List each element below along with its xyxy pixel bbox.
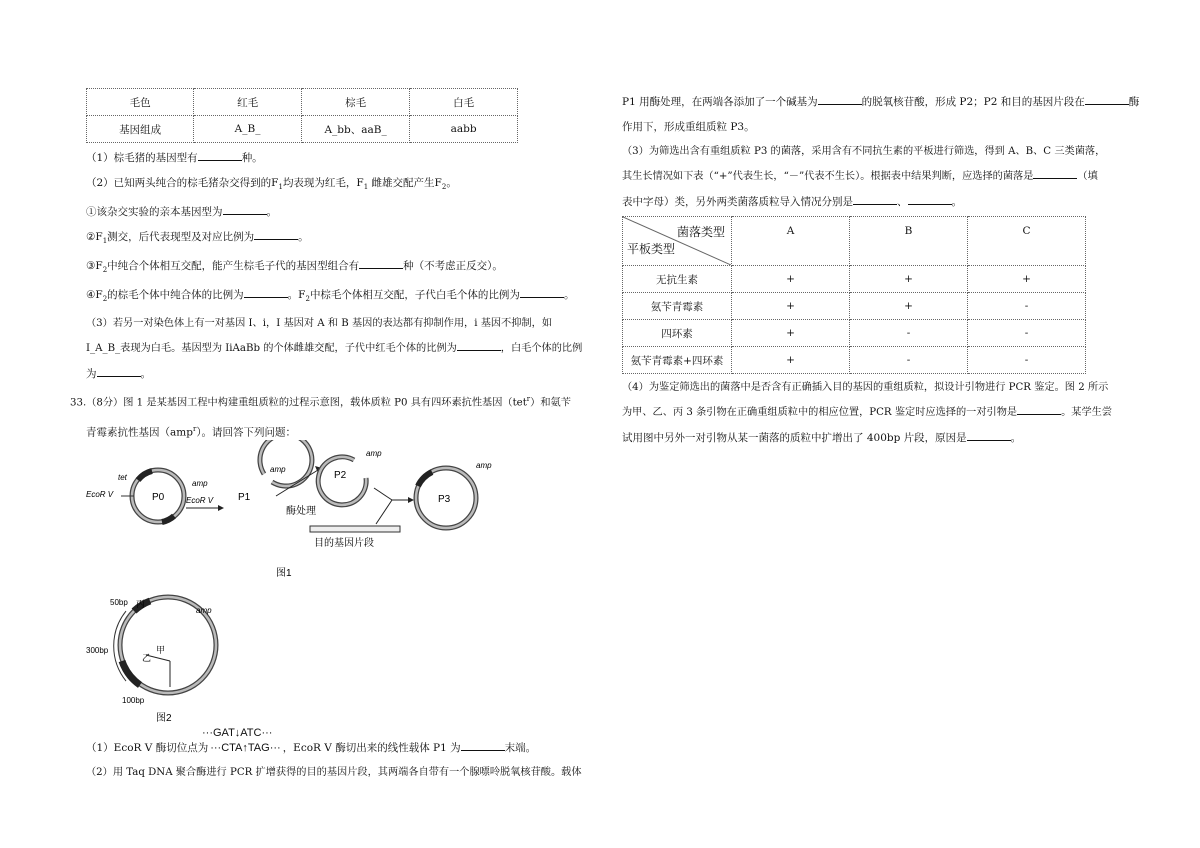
answer-blank[interactable] [1017,405,1061,415]
label-p3: P3 [438,494,451,506]
ecorv-site: ···GAT↓ATC··· [202,727,273,740]
sub-question-2: $②F_1$测交，后代表现型及对应比例为 。 [86,231,309,246]
sub-question-4: $④F_2$的棕毛个体中纯合体的比例为 。$F_2$中棕毛个体相互交配，子代白毛个体的比例为 。 [86,289,575,304]
answer-blank[interactable] [198,151,242,161]
table-cell: + [968,266,1086,293]
table-cell: A_bb、aaB_ [301,116,409,143]
answer-blank[interactable] [1033,169,1077,179]
table-row [623,266,1086,293]
primer-yi: 乙 [142,653,152,664]
question-1: （1）棕毛猪的基因型有 种。 [86,152,263,164]
label-ecorv-arrow: EcoR V [186,496,214,506]
table-cell: + [732,293,850,320]
table-header: 白毛 [410,89,518,116]
plasmid-p3 [416,461,492,528]
right-column [622,94,1140,446]
table-cell: + [850,293,968,320]
row-label: 氨苄青霉素 [623,293,732,320]
label-ecorv: EcoR V [86,490,114,500]
table-cell: + [732,347,850,374]
table-cell: 基因组成 [87,116,194,143]
answer-blank[interactable] [853,195,897,205]
sub-question-3: $③F_2$中纯合个体相互交配，能产生棕毛子代的基因型组合有 种（不考虑正反交）。 [86,260,503,275]
answer-blank[interactable] [244,288,288,298]
label-p1: P1 [238,492,251,504]
table-row [87,116,518,143]
table-cell: + [732,320,850,347]
question-33-1: （1）EcoR V 酶切位点为 ···CTA↑TAG··· ，EcoR V 酶切出来的线性载体 P1 为 末端。 [86,741,537,755]
antibiotic-table [622,216,1086,374]
label-p2: P2 [334,470,347,482]
label-target: 目的基因片段 [314,538,374,550]
plasmid-p1 [238,440,312,503]
question-33-2: （2）用 Taq DNA 聚合酶进行 PCR 扩增获得的目的基因片段，其两端各自带有一个腺嘌呤脱氧核苷酸。载体 [86,767,582,779]
corner-top-label: 菌落类型 [676,225,725,239]
table-row [87,89,518,116]
table-row [623,293,1086,320]
question-33-intro: 33.（8分）图 1 是某基因工程中构建重组质粒的过程示意图，载体质粒 P0 具有四环素抗性基因（tet$^r$）和氨苄 [70,395,571,409]
question-33-3: （3）为筛选出含有重组质粒 P3 的菌落，采用含有不同抗生素的平板进行筛选，得到 A、B、C 三类菌落， [622,146,1106,157]
table-header: A [732,217,850,266]
label-enzyme: 酶处理 [286,506,316,518]
label-tet: tet [118,473,127,483]
table-cell: - [968,347,1086,374]
table-header: 毛色 [87,89,194,116]
table-cell: - [850,347,968,374]
table-cell: - [968,320,1086,347]
corner-bottom-label: 平板类型 [627,242,676,256]
answer-blank[interactable] [967,431,1011,441]
table-cell: - [850,320,968,347]
answer-blank[interactable] [254,230,298,240]
answer-blank[interactable] [97,367,141,377]
label-amp: amp [366,449,382,459]
label-amp: amp [196,606,212,616]
label-amp: amp [192,479,208,489]
target-gene-fragment [310,526,400,532]
answer-blank[interactable] [908,195,952,205]
label-100bp: 100bp [122,696,145,706]
figure-1-caption: 图1 [276,568,292,580]
table-header: B [850,217,968,266]
right-line-2: 作用下，形成重组质粒 P3。 [622,121,755,133]
table-row [623,320,1086,347]
answer-blank[interactable] [520,288,564,298]
row-label: 无抗生素 [623,266,732,293]
label-300bp: 300bp [86,646,109,656]
answer-blank[interactable] [359,259,403,269]
table-row [623,217,1086,266]
answer-blank[interactable] [457,341,501,351]
label-50bp: 50bp [110,598,128,608]
table-cell: + [850,266,968,293]
genotype-table [86,88,518,143]
table-corner [623,217,732,266]
table-header: C [968,217,1086,266]
plasmid-p2 [318,449,382,505]
row-label: 氨苄青霉素+四环素 [623,347,732,374]
figure-1 [86,440,506,580]
question-3-end: 为 。 [86,368,151,381]
right-line-5: 表中字母）类，另外两类菌落质粒导入情况分别是 、 。 [622,196,962,208]
right-line-1: P1 用酶处理，在两端各添加了一个碱基为 的脱氧核苷酸，形成 P2；P2 和目的基因片段在 酶 [622,96,1140,108]
answer-blank[interactable] [461,741,505,751]
right-line-8: 试用图中另外一对引物从某一菌落的质粒中扩增出了 400bp 片段，原因是 。 [622,432,1022,444]
answer-blank[interactable] [223,205,267,215]
primer-bing: 丙 [136,599,146,610]
answer-blank[interactable] [818,95,862,105]
table-row [623,347,1086,374]
table-cell: aabb [410,116,518,143]
label-p0: P0 [152,492,165,504]
figure-2-caption: 图2 [156,713,172,725]
table-cell: A_B_ [194,116,302,143]
table-cell: - [968,293,1086,320]
table-header: 棕毛 [301,89,409,116]
question-2: （2）已知两头纯合的棕毛猪杂交得到的$F_1$均表现为红毛，$F_1$ 雌雄交配产生$F_2$。 [86,177,457,192]
question-33-intro-cont: 青霉素抗性基因（amp$^r$）。请回答下列问题： [86,424,297,439]
answer-blank[interactable] [1085,95,1129,105]
question-3: （3）若另一对染色体上有一对基因 I、i，I 基因对 A 和 B 基因的表达都有抑制作用，i 基因不抑制，如 [86,318,553,330]
label-amp: amp [476,461,492,471]
sub-question-1: ①该杂交实验的亲本基因型为 。 [86,206,277,219]
question-33-4: （4）为鉴定筛选出的菌落中是否含有正确插入目的基因的重组质粒，拟设计引物进行 PCR 鉴定。图 2 所示 [622,382,1109,393]
ecorv-bottom-strand: ···CTA↑TAG··· [210,741,281,754]
question-3-cont: I_A_B_表现为白毛。基因型为 IiAaBb 的个体雌雄交配，子代中红毛个体的比例为 ，白毛个体的比例 [86,343,583,355]
row-label: 四环素 [623,320,732,347]
left-column [70,88,606,781]
primer-jia: 甲 [156,645,166,656]
right-line-7: 为甲、乙、丙 3 条引物在正确重组质粒中的相应位置，PCR 鉴定时应选择的一对引物是 。某学生尝 [622,407,1113,418]
table-cell: + [732,266,850,293]
figure-2 [86,583,246,725]
label-amp: amp [270,465,286,475]
right-line-4: 其生长情况如下表（“+”代表生长，“－”代表不生长）。根据表中结果判断，应选择的菌落是 （填 [622,171,1098,182]
table-header: 红毛 [194,89,302,116]
plasmid-p0 [86,470,184,522]
